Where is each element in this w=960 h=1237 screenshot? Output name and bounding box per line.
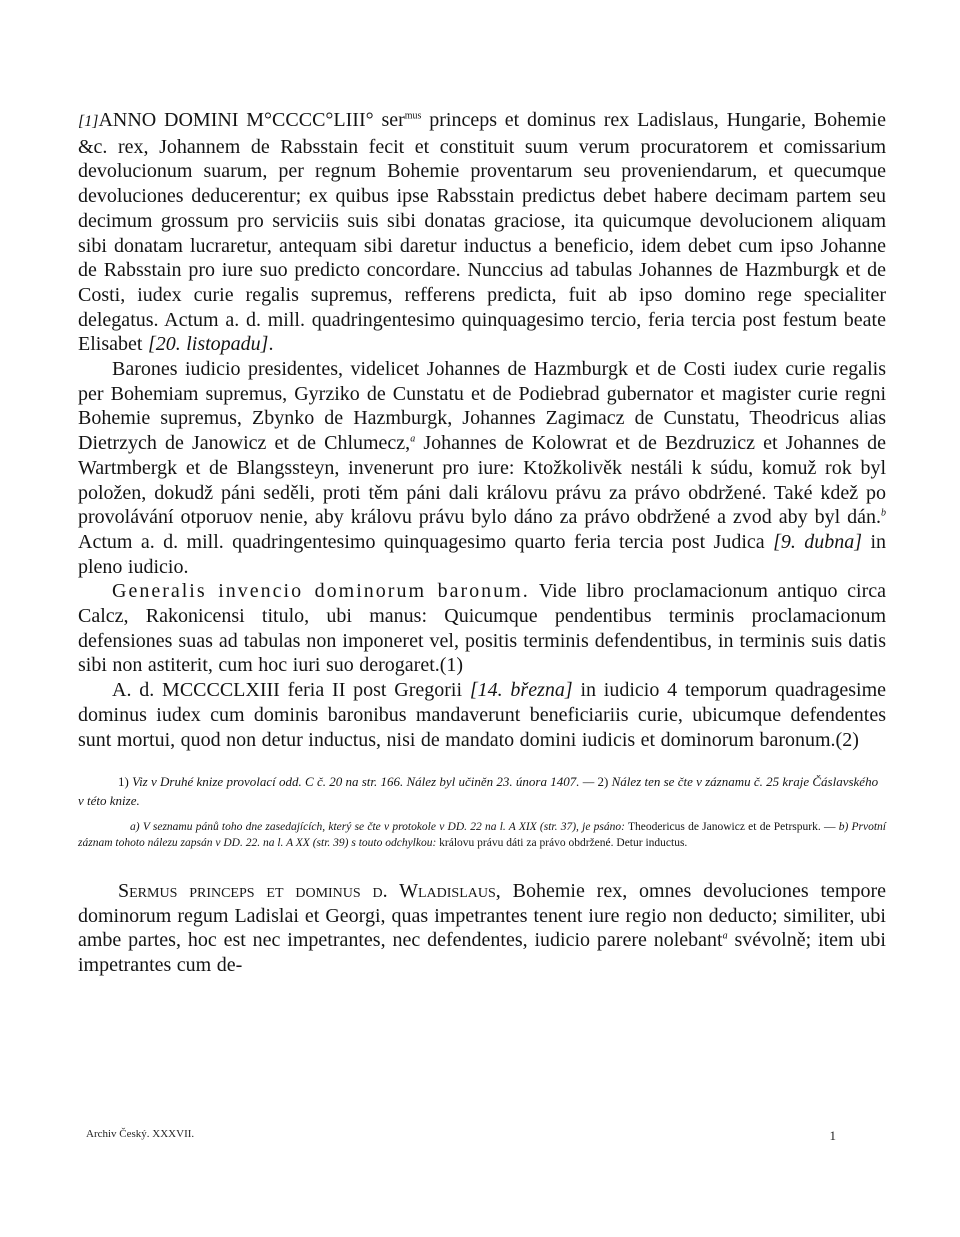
ser-abbrev: ser [381,109,405,131]
footnote-2-number: 2) [597,774,609,790]
footnotes-numbered [78,772,886,810]
paragraph-end: . [268,333,274,356]
section-text: Bohemie rex, omnes devoluciones tempore dominorum regum Ladislai et Georgi, quas impetrantes tenent iure regio non deducto; similiter, ubi ambe partes, hoc est nec impetrantes, nec defendentes, iudicio parere nolebant [78,880,887,952]
paragraph-text-b: Johannes de Kolowrat et de Bezdruzicz et Johannes de Wartmbergk et de Blangssteyn, invenerunt pro iure: Ktožkolivěk nestáli k súdu, komuž rok byl položen, dokudž páni seděli, proti těm páni dali královu právu za právo obdržené. Také kdež po provolávání otporuov nenie, aby královu právu bylo dáno za právo obdržené a zvod aby byl dán. [78,432,886,529]
paragraph-1 [78,108,886,357]
paragraph-text-b: in iudicio 4 temporum quadragesime dominus iudex cum dominis baronibus mandaverunt beneficiariis curie, ubicumque defendentes sunt mortui, quod non detur inductus, nisi de mandato domini iudicis et dominorum baronum. [78,679,887,751]
paragraph-text-d: in pleno iudicio. [78,530,887,578]
footnotes-lettered [78,820,886,851]
page-footer [86,1128,836,1143]
note-marker: a [722,930,728,942]
note-b-plain: královu právu dáti za právo obdržené. Detur inductus. [436,836,688,849]
note-b-label: b) [838,821,849,834]
page-number: 1 [829,1128,836,1143]
date-note: [20. listopadu] [147,333,269,356]
footnote-1-text: Viz v Druhé knize provolací odd. C č. 20 na str. 166. Nález byl učiněn 23. února 1407. — [128,774,598,790]
paragraph-text-c: Actum a. d. mill. quadringentesimo quinquagesimo quarto feria tercia post Judica [78,530,774,553]
ser-superscript: mus [404,110,422,122]
note-b-text: Prvotní záznam tohoto nálezu zapsán v DD. 22. na l. A XX (str. 39) s touto odchylkou: [78,821,887,849]
paragraph-3 [78,579,886,678]
section-heading: Sermus princeps et dominus d. Wladislaus, [118,880,501,903]
note-a-label: a) [130,821,140,834]
paragraph-text: Barones iudicio presidentes, videlicet Johannes de Hazmburgk et de Costi iudex curie regalis per Bohemiam supremus, Gyrziko de Cunstatu et de Podiebrad gubernator et magister curie regni Bohemie supremus, Zbynko de Hazmburgk, Johannes Zagimacz de Cunstatu, Theodricus alias Dietrzych de Janowicz et de Chlumecz, [78,358,886,455]
paragraph-4 [78,678,886,752]
note-marker-a: a [410,433,416,445]
paragraph-2 [78,357,886,579]
paragraph-text: Vide libro proclamacionum antiquo circa Calcz, Rakonicensi titulo, ubi manus: Quicumque pendentibus terminis proclamacionum defensiones suas ad tabulas non imponeret vel, positis terminis defendentibus, in terminis suis datis sibi non astiterit, cum hoc iuri suo derogaret. [78,580,886,677]
section-text-b: svévolně; item ubi impetrantes cum de- [78,929,886,976]
note-marker-b: b [881,507,886,519]
footnote-1-number: 1) [118,774,129,790]
record-number: [1] [78,113,99,130]
paragraph-text: princeps et dominus rex Ladislaus, Hungarie, Bohemie &c. rex, Johannem de Rabsstain fecit et constituit suum verum procuratorem et comissarium devolucionum suarum, per regnum Bohemie proventarum seu proveniendarum, et quecumque devoluciones deducerentur; ex quibus ipse Rabsstain predictus debet habere decimam partem seu decimum grossum pro serviciis suis sibi donatas graciose, ita quicumque devolucionem aliquam sibi donatam lucraretur, antequam sibi daretur inductus a beneficio, idem debet cum ipso Johanne de Rabsstain pro iure suo predicto concordare. Nunccius ad tabulas Johannes de Hazmburgk et de Costi, iudex curie regalis supremus, refferens predicta, fuit ab ipso domino rege specialiter delegatus. Actum a. d. mill. quadringentesimo quinquagesimo tercio, feria tercia post festum beate Elisabet [78,109,886,356]
source-label: Archiv Český. XXXVII. [86,1128,195,1140]
paragraph-heading: ANNO DOMINI M°CCCC°LIII° [98,109,374,131]
footnote-2-text: Nález ten se čte v záznamu č. 25 kraje Čáslavského v této knize. [78,774,879,809]
footnote-ref: (1) [439,654,464,677]
document-page [78,108,886,997]
spaced-heading: Generalis invencio dominorum baronum. [112,580,530,603]
date-note: [9. dubna] [773,530,863,553]
note-a-plain: Theodericus de Janowicz et de Petrspurk. — [625,821,839,834]
note-a-text: V seznamu pánů toho dne zasedajících, který se čte v protokole v DD. 22 na l. A XIX (str. 37), je psáno: [139,821,625,834]
footnote-ref: (2) [835,728,859,751]
paragraph-text: A. d. MCCCCLXIII feria II post Gregorii [112,679,470,702]
section-2-paragraph [78,879,886,977]
date-note: [14. března] [469,679,573,702]
